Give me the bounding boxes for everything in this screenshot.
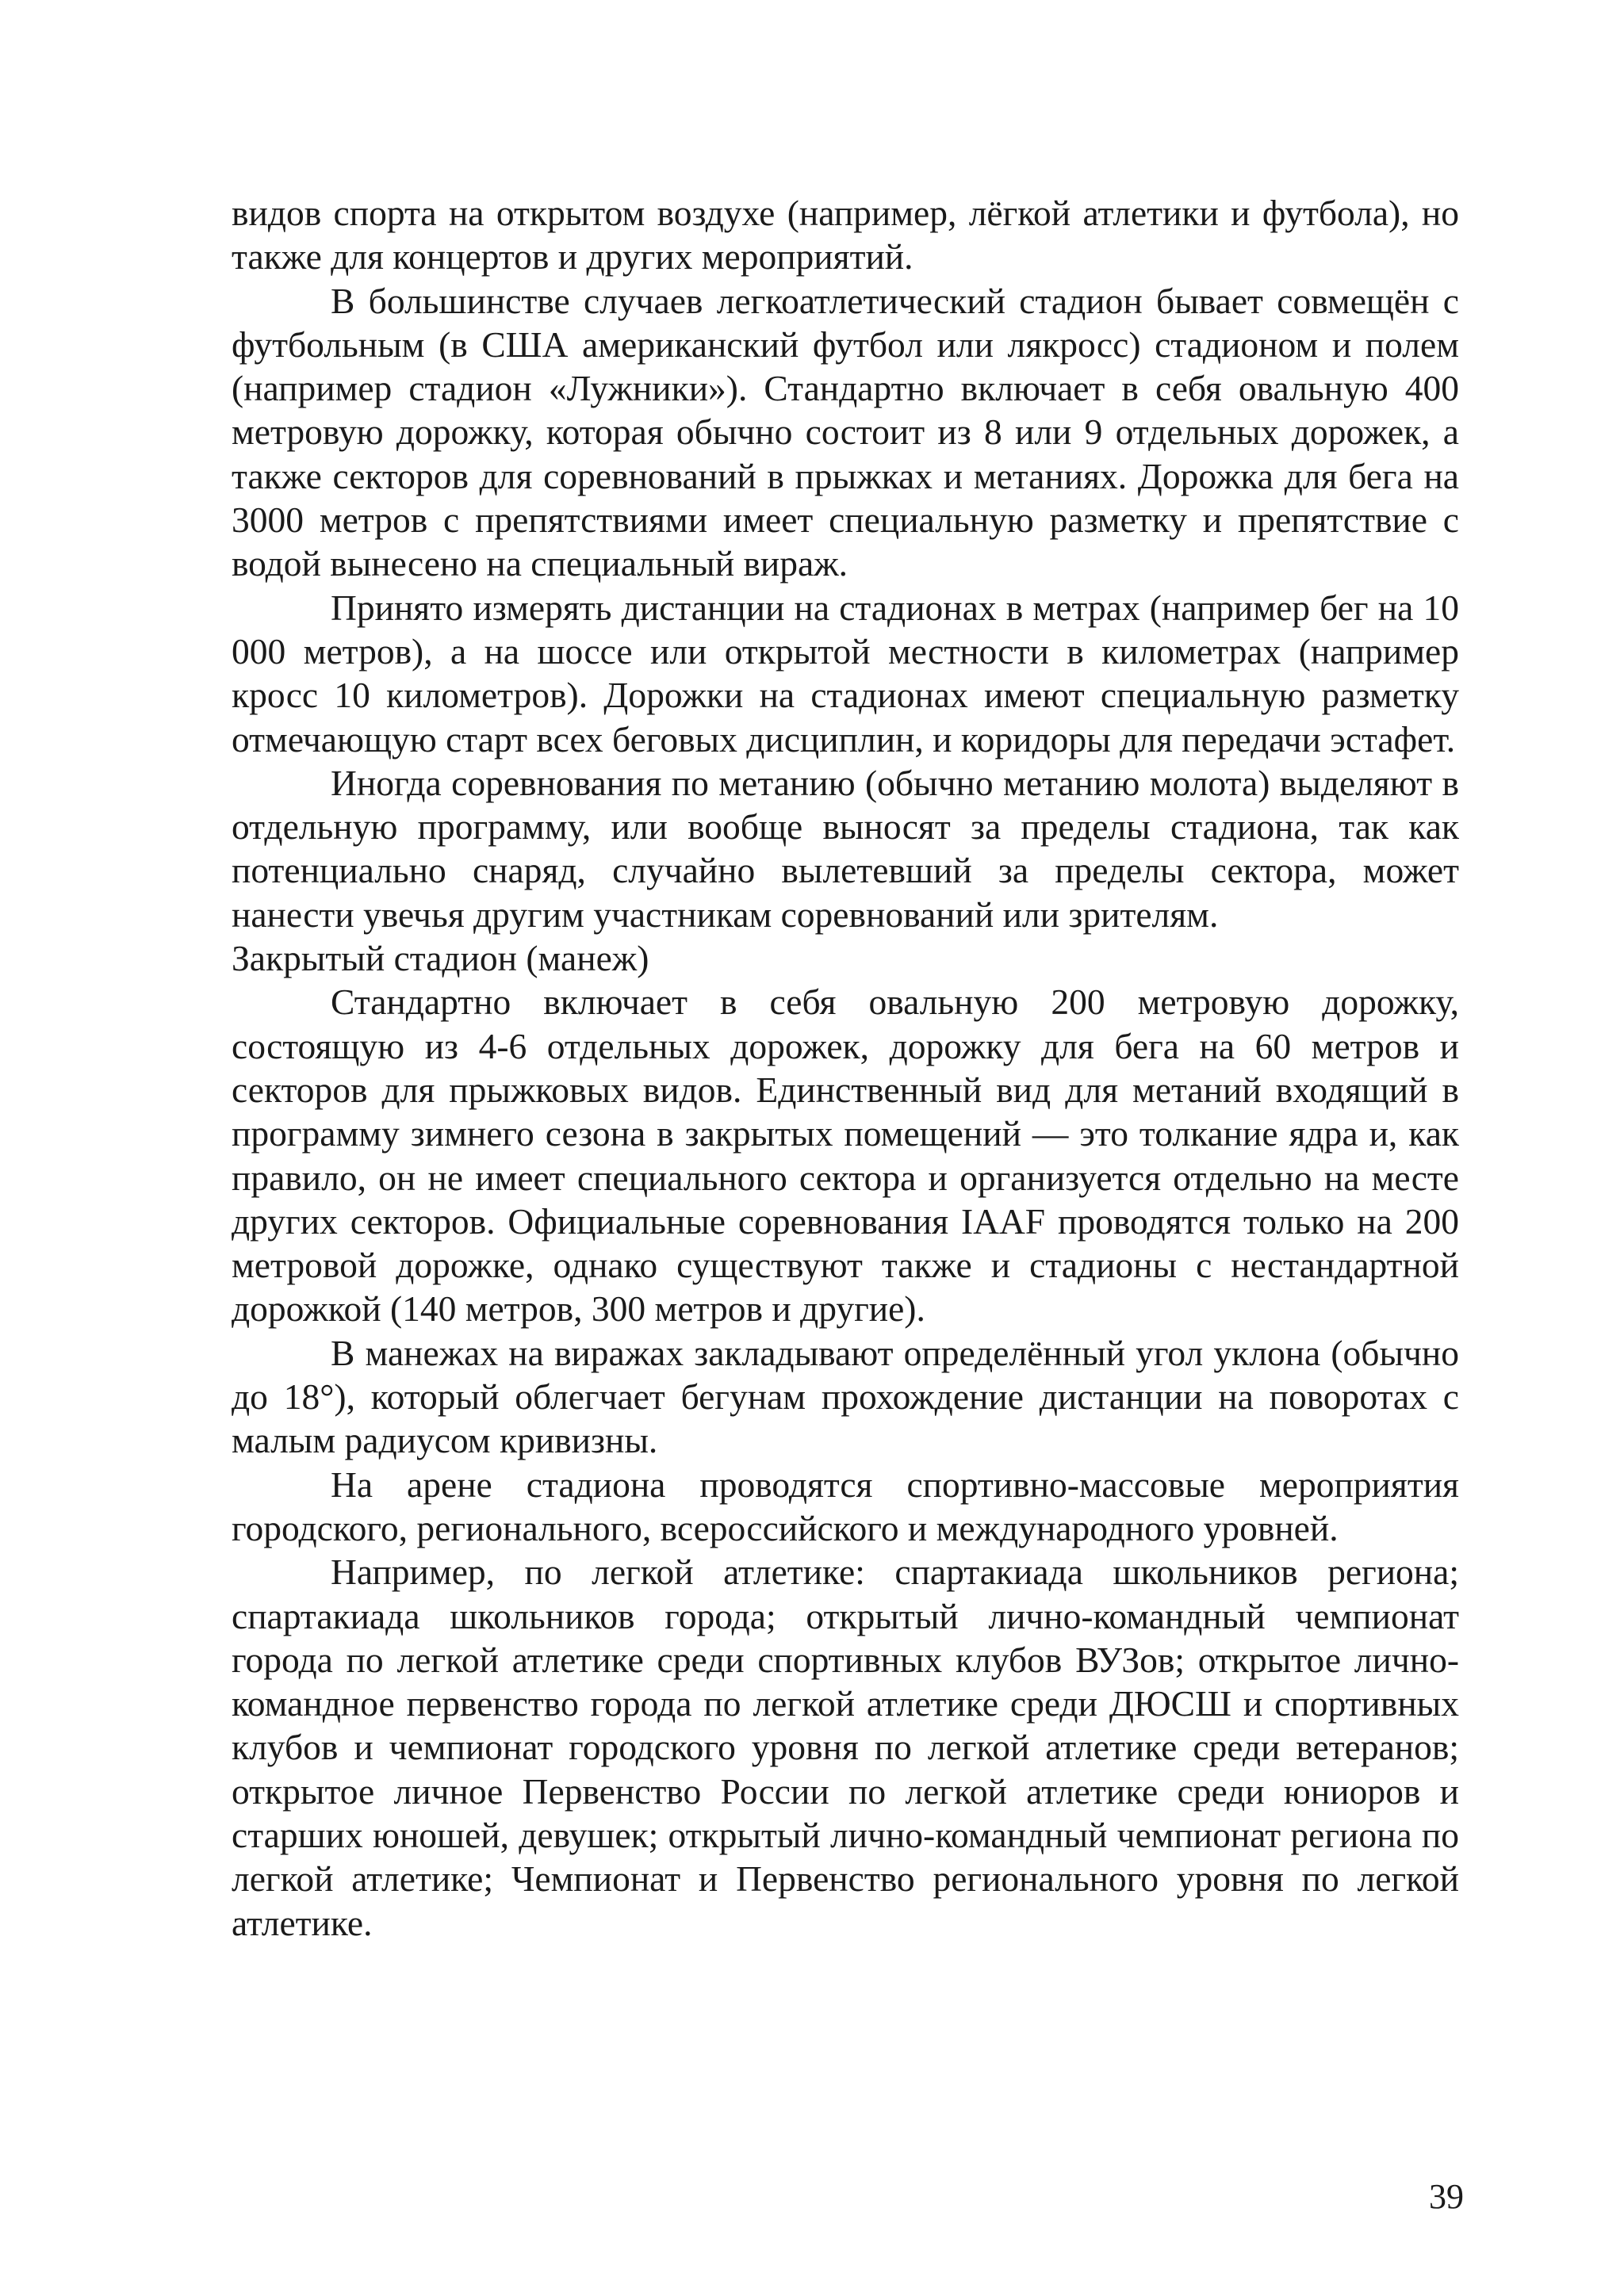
paragraph-indoor-track: Стандартно включает в себя овальную 200 метровую дорожку, состоящую из 4-6 отдельных дорожек, дорожку для бега на 60 метров и секторов для прыжковых видов. Единственный вид для метаний входящий в программу зимнего сезона в закрытых помещений — это толкание ядра и, как правило, он не имеет специального сектора и организуется отдельно на месте других секторов. Официальные соревнования IAAF проводятся только на 200 метровой дорожке, однако существуют также и стадионы с нестандартной дорожкой (140 метров, 300 метров и другие). — [232, 982, 1459, 1330]
paragraph-throwing: Иногда соревнования по метанию (обычно метанию молота) выделяют в отдельную программу, или вообще выносят за пределы стадиона, так как потенциально снаряд, случайно вылетевший за пределы сектора, может нанести увечья другим участникам соревнований или зрителям. — [232, 762, 1459, 935]
document-body — [232, 191, 1459, 1945]
paragraph-distances: Принято измерять дистанции на стадионах в метрах (например бег на 10 000 метров), а на шоссе или открытой местности в километрах (например кросс 10 километров). Дорожки на стадионах имеют специальную разметку отмечающую старт всех беговых дисциплин, и коридоры для передачи эстафет. — [232, 587, 1459, 760]
paragraph-banked-turns: В манежах на виражах закладывают определённый угол уклона (обычно до 18°), который облегчает бегунам прохождение дистанции на поворотах с малым радиусом кривизны. — [232, 1332, 1459, 1461]
paragraph-events-levels: На арене стадиона проводятся спортивно-массовые мероприятия городского, регионального, всероссийского и международного уровней. — [232, 1464, 1459, 1548]
paragraph-stadium-combined: В большинстве случаев легкоатлетический стадион бывает совмещён с футбольным (в США американский футбол или лякросс) стадионом и полем (например стадион «Лужники»). Стандартно включает в себя овальную 400 метровую дорожку, которая обычно состоит из 8 или 9 отдельных дорожек, а также секторов для соревнований в прыжках и метаниях. Дорожка для бега на 3000 метров с препятствиями имеет специальную разметку и препятствие с водой вынесено на специальный вираж. — [232, 280, 1459, 584]
paragraph-events-examples: Например, по легкой атлетике: спартакиада школьников региона; спартакиада школьников города; открытый лично-командный чемпионат города по легкой атлетике среди спортивных клубов ВУЗов; открытое лично-командное первенство города по легкой атлетике среди ДЮСШ и спортивных клубов и чемпионат городского уровня по легкой атлетике среди ветеранов; открытое личное Первенство России по легкой атлетике среди юниоров и старших юношей, девушек; открытый лично-командный чемпионат региона по легкой атлетике; Чемпионат и Первенство регионального уровня по легкой атлетике. — [232, 1552, 1459, 1943]
paragraph-continuation: видов спорта на открытом воздухе (например, лёгкой атлетики и футбола), но также для концертов и других мероприятий. — [232, 193, 1459, 277]
page-number: 39 — [1429, 2177, 1464, 2216]
section-heading-indoor-stadium: Закрытый стадион (манеж) — [232, 938, 649, 979]
